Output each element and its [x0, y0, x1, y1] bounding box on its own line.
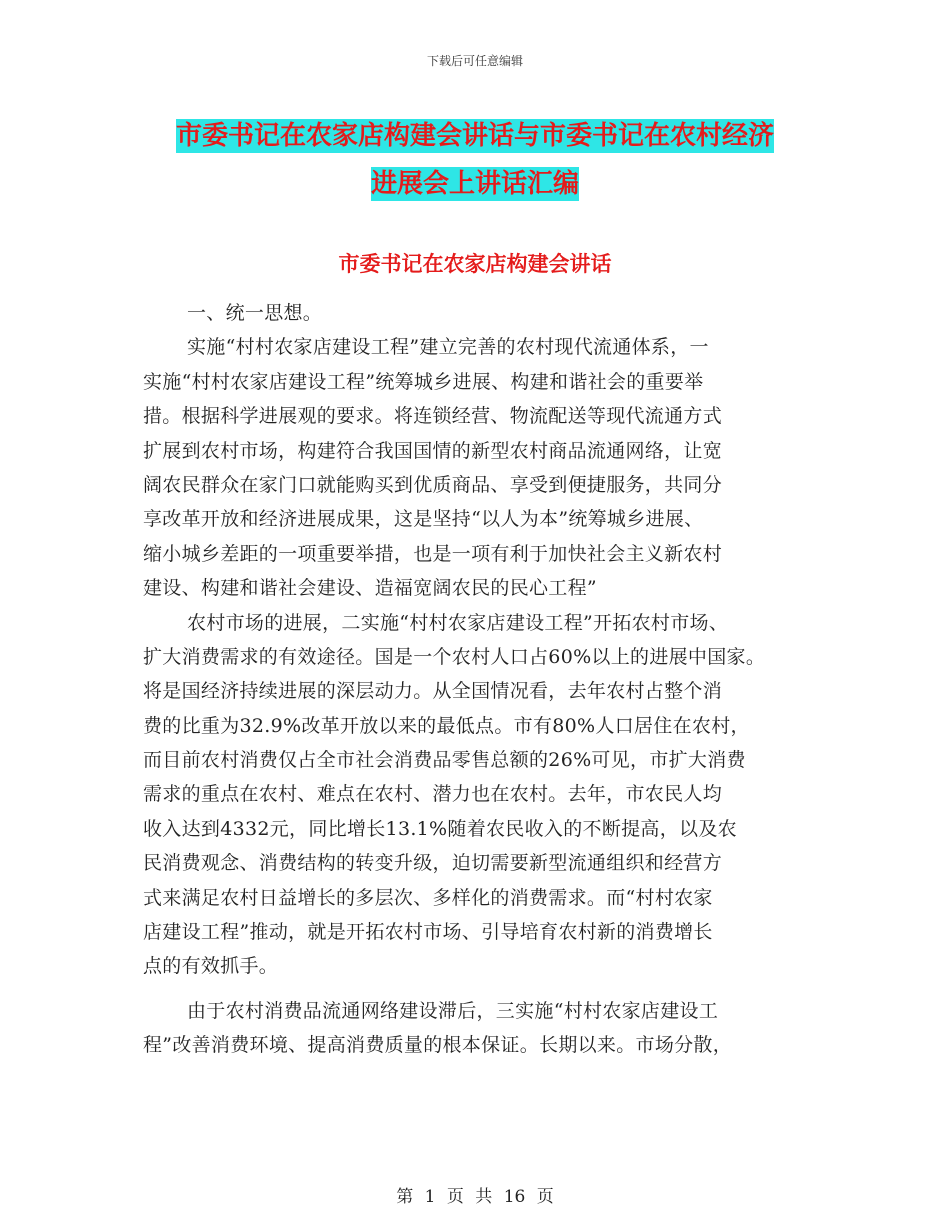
- paragraph-line: 收入达到4332元，同比增长13.1%随着农民收入的不断提高，以及农: [143, 817, 737, 840]
- paragraph-line: 民消费观念、消费结构的转变升级，迫切需要新型流通组织和经营方: [143, 852, 723, 875]
- paragraph-line: 式来满足农村日益增长的多层次、多样化的消费需求。而“村村农家: [143, 886, 713, 909]
- paragraph-line: 扩展到农村市场，构建符合我国国情的新型农村商品流通网络，让宽: [143, 439, 723, 462]
- title-line-1: 市委书记在农家店构建会讲话与市委书记在农村经济: [175, 121, 774, 151]
- section-subtitle: 市委书记在农家店构建会讲话: [338, 252, 612, 276]
- paragraph-line: 农村市场的进展，二实施“村村农家店建设工程”开拓农村市场、: [187, 611, 729, 634]
- paragraph-line: 点的有效抓手。: [143, 955, 279, 978]
- page-number-footer: 第 1 页 共 16 页: [396, 1187, 554, 1207]
- paragraph-3: [143, 994, 813, 1063]
- paragraph-line: 由于农村消费品流通网络建设滞后，三实施“村村农家店建设工: [187, 999, 719, 1022]
- paragraph-2: [143, 606, 813, 984]
- document-title: [0, 112, 950, 208]
- paragraph-line: 扩大消费需求的有效途径。国是一个农村人口占60%以上的进展中国家。: [143, 645, 766, 668]
- paragraph-line: 阔农民群众在家门口就能购买到优质商品、享受到便捷服务，共同分: [143, 473, 723, 496]
- paragraph-line: 措。根据科学进展观的要求。将连锁经营、物流配送等现代流通方式: [143, 405, 723, 428]
- paragraph-line: 程”改善消费环境、提高消费质量的根本保证。长期以来。市场分散，: [143, 1034, 733, 1057]
- document-body: [143, 296, 813, 1063]
- paragraph-line: 实施“村村农家店建设工程”建立完善的农村现代流通体系，一: [187, 336, 709, 359]
- paragraph-line: 而目前农村消费仅占全市社会消费品零售总额的26%可见，市扩大消费: [143, 749, 746, 772]
- paragraph-line: 享改革开放和经济进展成果，这是坚持“以人为本”统筹城乡进展、: [143, 508, 704, 531]
- paragraph-line: 实施“村村农家店建设工程”统筹城乡进展、构建和谐社会的重要举: [143, 370, 704, 393]
- title-line-2: 进展会上讲话汇编: [370, 169, 579, 199]
- paragraph-1: [143, 330, 813, 605]
- section-heading: 一、统一思想。: [187, 302, 323, 324]
- paragraph-line: 将是国经济持续进展的深层动力。从全国情况看，去年农村占整个消: [143, 680, 723, 703]
- paragraph-line: 店建设工程”推动，就是开拓农村市场、引导培育农村新的消费增长: [143, 921, 713, 944]
- paragraph-line: 缩小城乡差距的一项重要举措，也是一项有利于加快社会主义新农村: [143, 542, 723, 565]
- paragraph-line: 需求的重点在农村、难点在农村、潜力也在农村。去年，市农民人均: [143, 783, 723, 806]
- header-note: 下载后可任意编辑: [426, 54, 523, 68]
- paragraph-line: 费的比重为32.9%改革开放以来的最低点。市有80%人口居住在农村，: [143, 714, 750, 737]
- paragraph-line: 建设、构建和谐社会建设、造福宽阔农民的民心工程”: [143, 577, 597, 600]
